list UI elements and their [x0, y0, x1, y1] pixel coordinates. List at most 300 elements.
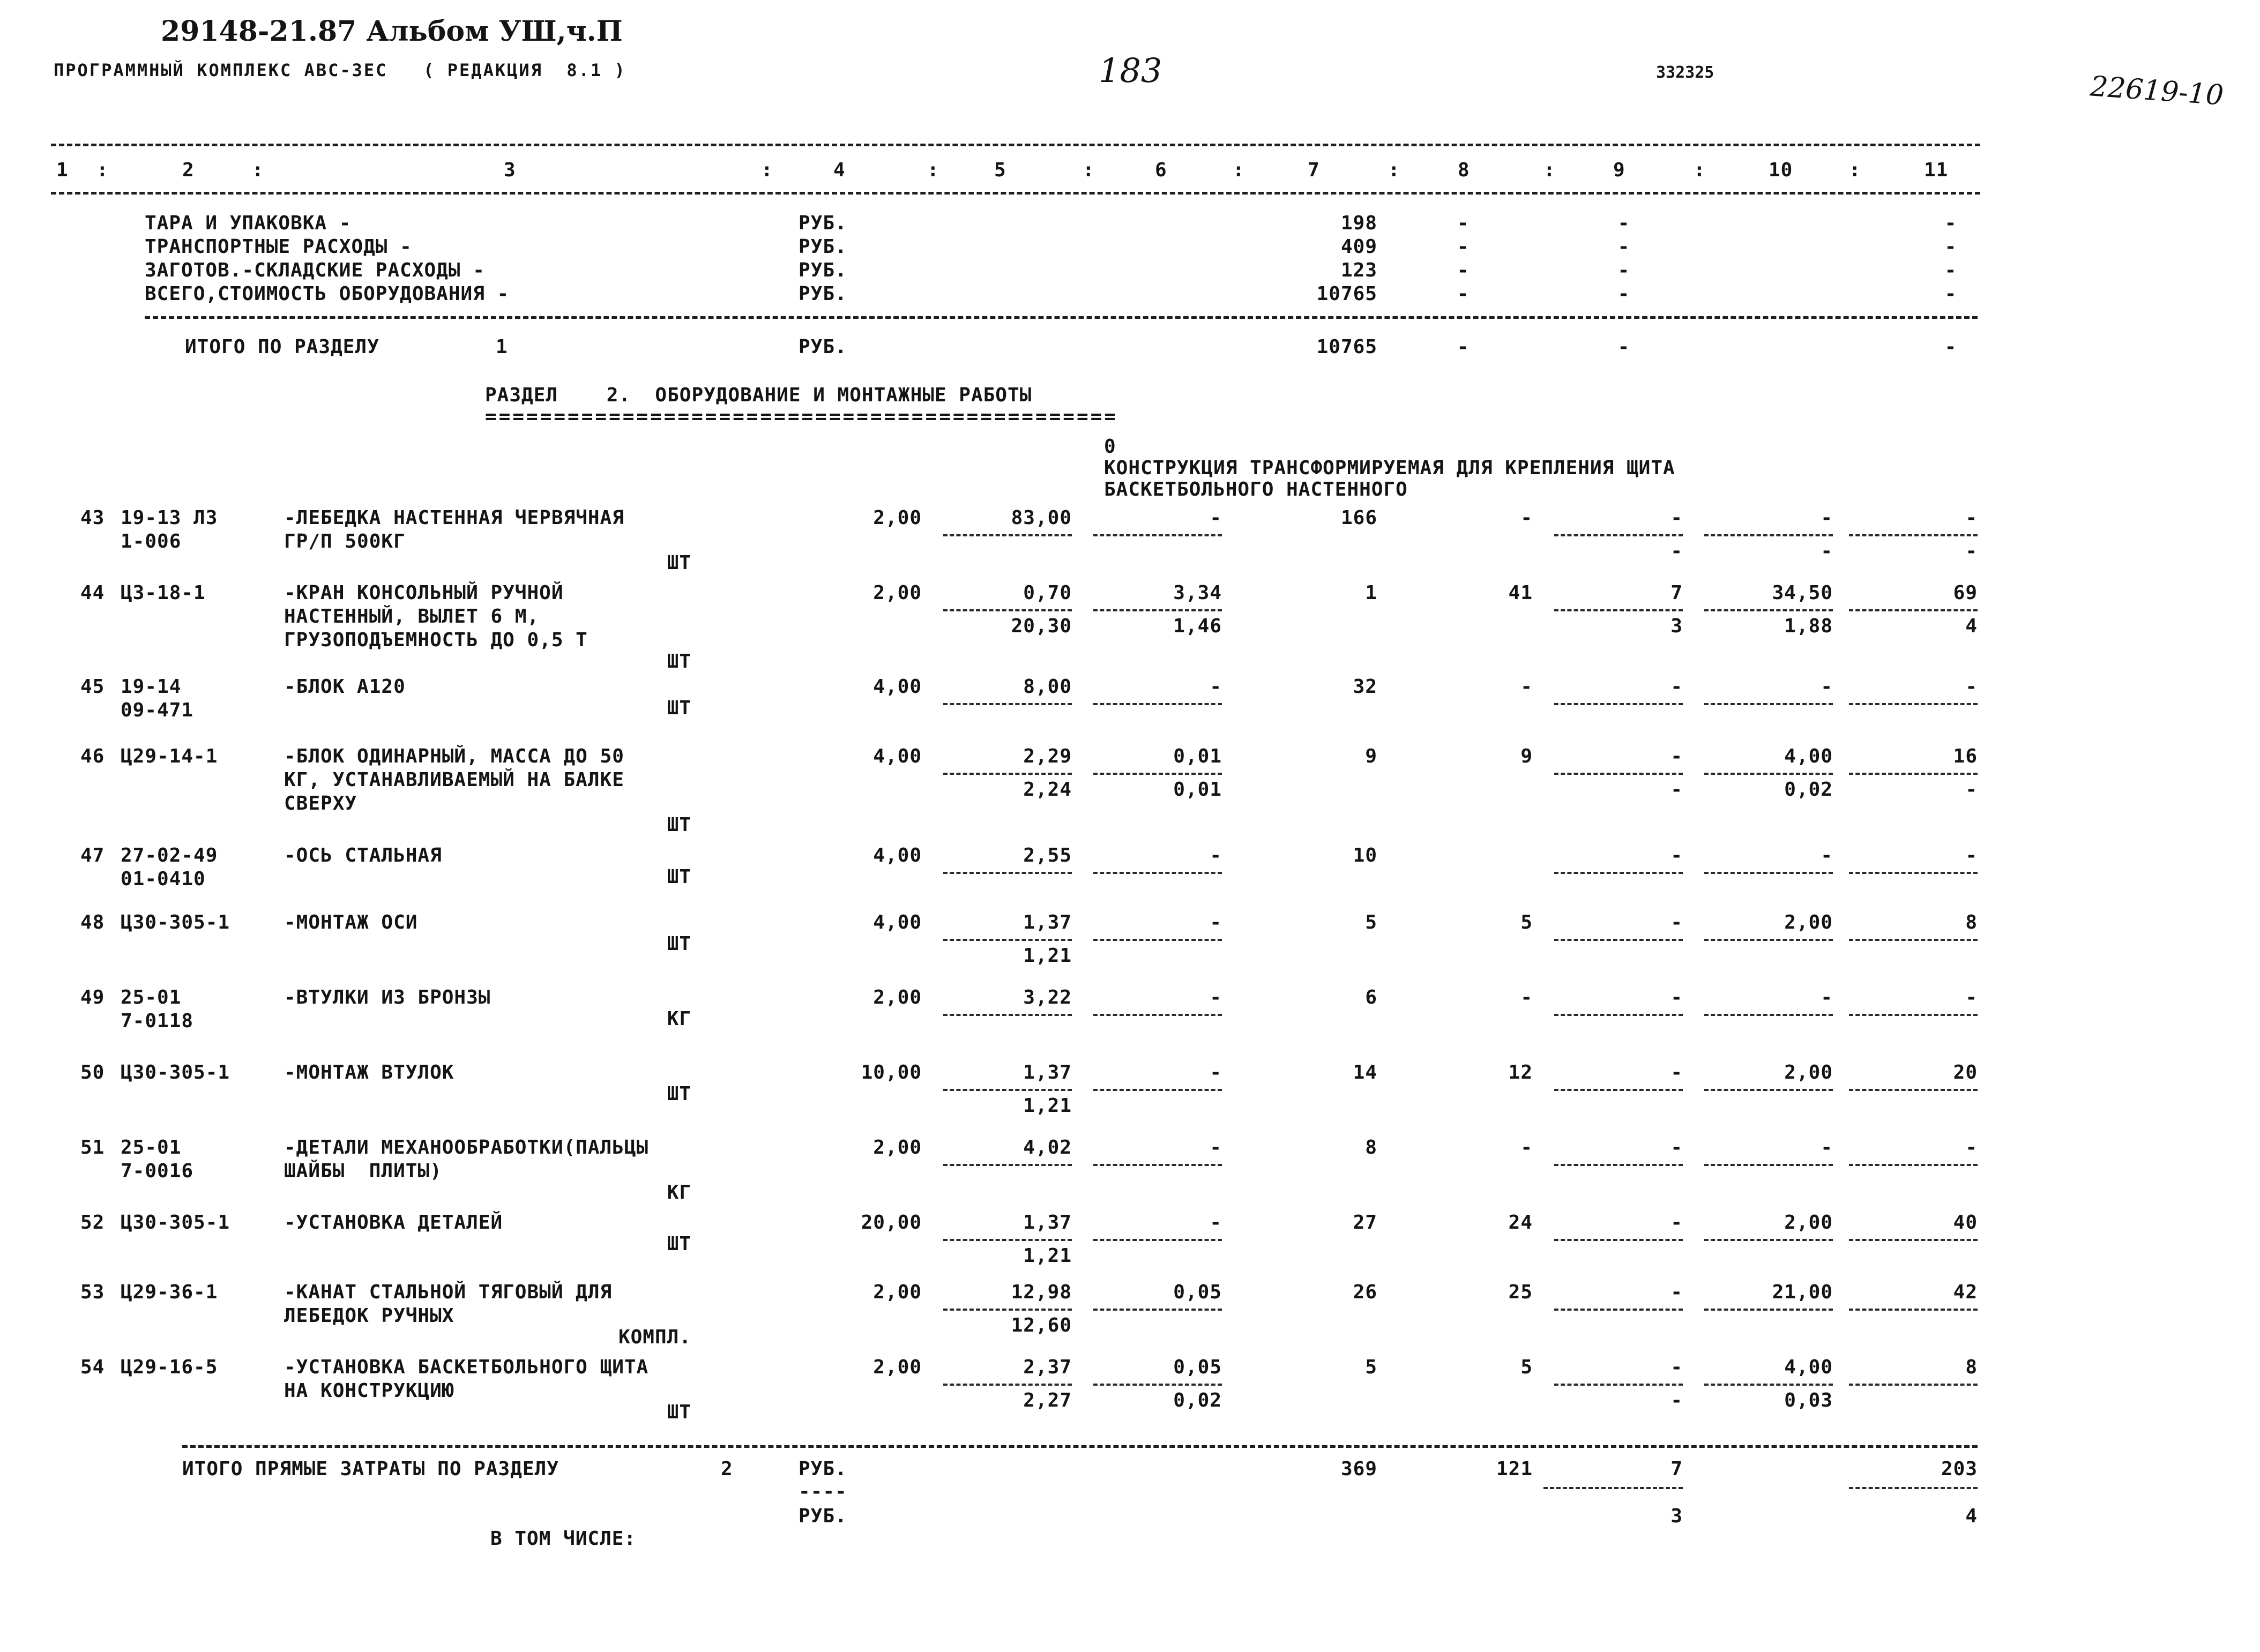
item-c10: 2,00 — [1784, 1062, 1833, 1083]
direct-costs-unit: РУБ. — [799, 1458, 847, 1480]
item-name-line: -КРАН КОНСОЛЬНЫЙ РУЧНОЙ — [284, 582, 564, 604]
item-c6: - — [1210, 1137, 1222, 1158]
item-name-line: -БЛОК ОДИНАРНЫЙ, МАССА ДО 50 — [284, 745, 624, 767]
item-name-line: -ДЕТАЛИ МЕХАНООБРАБОТКИ(ПАЛЬЦЫ — [284, 1137, 649, 1158]
cell-rule — [1704, 872, 1833, 874]
item-c5: 3,22 — [1023, 986, 1072, 1008]
item-unit: ШТ — [667, 697, 691, 719]
cell-rule — [1849, 609, 1978, 611]
item-name-line: СВЕРХУ — [284, 793, 357, 814]
including-label: В ТОМ ЧИСЛЕ: — [490, 1528, 637, 1550]
item-name-line: ШАЙБЫ ПЛИТЫ) — [284, 1160, 442, 1182]
item-c5: 1,37 — [1023, 911, 1072, 933]
item-quantity: 4,00 — [873, 911, 922, 933]
item-number: 44 — [80, 582, 105, 604]
item-c5: 1,37 — [1023, 1212, 1072, 1234]
cell-rule — [1849, 534, 1978, 536]
cell-rule — [1093, 1014, 1222, 1016]
item-c8: 12 — [1508, 1062, 1533, 1083]
item-c6: - — [1210, 911, 1222, 933]
item-c5: 0,70 — [1023, 582, 1072, 604]
item-c10: 4,00 — [1784, 1356, 1833, 1378]
cell-rule — [1093, 939, 1222, 941]
cell-rule — [943, 773, 1072, 775]
item-c6: 3,34 — [1173, 582, 1222, 604]
cell-rule — [1849, 939, 1978, 941]
item-c7: 5 — [1365, 911, 1377, 933]
item-c7: 5 — [1365, 1356, 1377, 1378]
cell-rule — [1704, 1239, 1833, 1241]
cell-rule — [1554, 939, 1683, 941]
album-reference: 29148-21.87 Альбом УШ,ч.П — [161, 15, 623, 48]
item-quantity: 2,00 — [873, 986, 922, 1008]
item-quantity: 2,00 — [873, 1356, 922, 1378]
item-number: 50 — [80, 1062, 105, 1083]
summary-c8: - — [1457, 212, 1470, 234]
cell-rule — [1554, 609, 1683, 611]
footer-rule — [182, 1445, 1978, 1448]
column-number-8: 8 — [1458, 159, 1470, 181]
item-c5-second: 20,30 — [1011, 615, 1072, 637]
item-unit: ШТ — [667, 651, 691, 672]
direct-costs-c7: 369 — [1340, 1458, 1377, 1480]
direct-costs-c8: 121 — [1496, 1458, 1533, 1480]
item-code: 19-14 — [121, 676, 182, 698]
item-c5-second: 12,60 — [1011, 1314, 1072, 1336]
column-number-11: 11 — [1924, 159, 1949, 181]
column-separator: : — [252, 159, 264, 181]
item-c8: - — [1520, 507, 1533, 529]
page-number: 183 — [1099, 51, 1162, 90]
item-name-line: ГР/П 500КГ — [284, 530, 406, 552]
section1-total-c11: - — [1944, 336, 1957, 358]
item-c11-second: 4 — [1965, 615, 1978, 637]
cell-rule — [1093, 1089, 1222, 1091]
item-number: 43 — [80, 507, 105, 529]
item-name-line: -ЛЕБЕДКА НАСТЕННАЯ ЧЕРВЯЧНАЯ — [284, 507, 624, 529]
item-c10-second: 1,88 — [1784, 615, 1833, 637]
item-code: Ц29-16-5 — [121, 1356, 218, 1378]
item-code: 19-13 Л3 — [121, 507, 218, 529]
cell-rule — [943, 703, 1072, 705]
item-code: 25-01 — [121, 986, 182, 1008]
item-c6: - — [1210, 1062, 1222, 1083]
item-c7: 9 — [1365, 745, 1377, 767]
item-c10: - — [1821, 507, 1833, 529]
summary-c7: 10765 — [1316, 283, 1377, 305]
item-name-line: -УСТАНОВКА БАСКЕТБОЛЬНОГО ЩИТА — [284, 1356, 649, 1378]
cell-rule — [1093, 609, 1222, 611]
cell-rule — [1849, 1309, 1978, 1311]
construction-title-line1: КОНСТРУКЦИЯ ТРАНСФОРМИРУЕМАЯ ДЛЯ КРЕПЛЕНИЯ ЩИТА — [1104, 457, 1675, 479]
item-unit: КГ — [667, 1008, 691, 1030]
item-unit: ШТ — [667, 814, 691, 836]
item-unit: КГ — [667, 1182, 691, 1204]
cell-rule — [943, 872, 1072, 874]
cell-rule — [943, 939, 1072, 941]
item-quantity: 4,00 — [873, 745, 922, 767]
item-c10: 4,00 — [1784, 745, 1833, 767]
cell-rule — [1849, 703, 1978, 705]
column-number-7: 7 — [1308, 159, 1320, 181]
item-number: 51 — [80, 1137, 105, 1158]
item-code: 27-02-49 — [121, 844, 218, 866]
item-c9: - — [1670, 911, 1683, 933]
section2-underline: ============================================== — [485, 406, 1118, 428]
item-name-line: -КАНАТ СТАЛЬНОЙ ТЯГОВЫЙ ДЛЯ — [284, 1281, 613, 1303]
section1-total-c7: 10765 — [1316, 336, 1377, 358]
item-c6: 0,01 — [1173, 745, 1222, 767]
cell-rule — [1554, 773, 1683, 775]
column-number-rule — [51, 192, 1980, 195]
column-number-4: 4 — [833, 159, 846, 181]
item-c11: - — [1965, 1137, 1978, 1158]
item-c5: 83,00 — [1011, 507, 1072, 529]
item-c8: - — [1520, 986, 1533, 1008]
cell-rule — [1704, 1089, 1833, 1091]
item-c10: 34,50 — [1772, 582, 1833, 604]
summary-c8: - — [1457, 236, 1470, 258]
cell-rule — [1849, 1239, 1978, 1241]
item-code-2: 7-0016 — [121, 1160, 194, 1182]
item-code: Ц29-14-1 — [121, 745, 218, 767]
item-quantity: 2,00 — [873, 1281, 922, 1303]
cell-rule — [1704, 1014, 1833, 1016]
item-c7: 32 — [1353, 676, 1377, 698]
item-c8: 24 — [1508, 1212, 1533, 1234]
item-c8: 9 — [1520, 745, 1533, 767]
direct-costs-label: ИТОГО ПРЯМЫЕ ЗАТРАТЫ ПО РАЗДЕЛУ — [182, 1458, 559, 1480]
cell-rule — [1554, 1384, 1683, 1386]
item-unit: КОМПЛ. — [618, 1326, 691, 1348]
item-c6: - — [1210, 1212, 1222, 1234]
column-number-5: 5 — [994, 159, 1006, 181]
cell-rule — [1554, 1309, 1683, 1311]
item-number: 45 — [80, 676, 105, 698]
item-name-line: НАСТЕННЫЙ, ВЫЛЕТ 6 М, — [284, 606, 540, 627]
cell-rule — [943, 1384, 1072, 1386]
item-name-line: -УСТАНОВКА ДЕТАЛЕЙ — [284, 1212, 503, 1234]
item-c8: - — [1520, 676, 1533, 698]
summary-unit: РУБ. — [799, 283, 847, 305]
item-name-line: -ВТУЛКИ ИЗ БРОНЗЫ — [284, 986, 491, 1008]
item-c5: 4,02 — [1023, 1137, 1072, 1158]
section1-total-c9: - — [1617, 336, 1630, 358]
cell-rule — [1093, 703, 1222, 705]
cell-rule — [1554, 872, 1683, 874]
summary-c8: - — [1457, 283, 1470, 305]
item-c5-second: 1,21 — [1023, 945, 1072, 967]
item-c5-second: 2,24 — [1023, 779, 1072, 801]
item-c9-second: - — [1670, 779, 1683, 801]
item-name-line: -БЛОК А120 — [284, 676, 406, 698]
summary-unit: РУБ. — [799, 236, 847, 258]
item-c8: 5 — [1520, 1356, 1533, 1378]
item-c5-second: 1,21 — [1023, 1095, 1072, 1117]
summary-unit: РУБ. — [799, 212, 847, 234]
direct-costs-c9-rule — [1543, 1487, 1683, 1489]
cell-rule — [1849, 773, 1978, 775]
item-name-line: НА КОНСТРУКЦИЮ — [284, 1380, 454, 1402]
item-code: Ц30-305-1 — [121, 1062, 230, 1083]
column-separator: : — [1694, 159, 1706, 181]
cell-rule — [1704, 1384, 1833, 1386]
summary-c7: 123 — [1340, 259, 1377, 281]
item-c6: - — [1210, 507, 1222, 529]
item-c9: - — [1670, 507, 1683, 529]
column-separator: : — [96, 159, 109, 181]
item-c9: - — [1670, 745, 1683, 767]
item-number: 46 — [80, 745, 105, 767]
item-c7: 27 — [1353, 1212, 1377, 1234]
item-c9-second: - — [1670, 1389, 1683, 1411]
column-number-1: 1 — [56, 159, 69, 181]
cell-rule — [943, 609, 1072, 611]
item-c11-second: - — [1965, 779, 1978, 801]
item-c9: - — [1670, 1062, 1683, 1083]
direct-costs-c9: 7 — [1670, 1458, 1683, 1480]
item-c5: 2,55 — [1023, 844, 1072, 866]
construction-title-line2: БАСКЕТБОЛЬНОГО НАСТЕННОГО — [1104, 479, 1408, 500]
column-separator: : — [1233, 159, 1245, 181]
item-c5: 2,37 — [1023, 1356, 1072, 1378]
item-c6: - — [1210, 676, 1222, 698]
cell-rule — [1554, 703, 1683, 705]
item-c10: - — [1821, 844, 1833, 866]
item-c5-second: 2,27 — [1023, 1389, 1072, 1411]
item-number: 47 — [80, 844, 105, 866]
item-c7: 1 — [1365, 582, 1377, 604]
cell-rule — [1704, 534, 1833, 536]
item-code: Ц30-305-1 — [121, 1212, 230, 1234]
item-quantity: 2,00 — [873, 582, 922, 604]
item-c11: - — [1965, 507, 1978, 529]
item-c5: 2,29 — [1023, 745, 1072, 767]
cell-rule — [943, 1164, 1072, 1166]
column-number-6: 6 — [1155, 159, 1167, 181]
item-unit: ШТ — [667, 552, 691, 574]
cell-rule — [943, 1309, 1072, 1311]
item-quantity: 4,00 — [873, 844, 922, 866]
cell-rule — [1849, 1014, 1978, 1016]
item-name-line: ЛЕБЕДОК РУЧНЫХ — [284, 1305, 454, 1327]
item-c11: - — [1965, 676, 1978, 698]
item-c11: 40 — [1953, 1212, 1978, 1234]
cell-rule — [1093, 1164, 1222, 1166]
item-c6-second: 0,01 — [1173, 779, 1222, 801]
item-name-line: -ОСЬ СТАЛЬНАЯ — [284, 844, 442, 866]
summary-name: ТРАНСПОРТНЫЕ РАСХОДЫ - — [145, 236, 412, 258]
item-c9-second: - — [1670, 540, 1683, 562]
item-c8: 25 — [1508, 1281, 1533, 1303]
direct-costs-c11-rule — [1849, 1487, 1978, 1489]
item-c7: 10 — [1353, 844, 1377, 866]
item-name-line: -МОНТАЖ ВТУЛОК — [284, 1062, 454, 1083]
summary-rule — [145, 316, 1978, 319]
item-c10-second: - — [1821, 540, 1833, 562]
direct-costs-c11: 203 — [1941, 1458, 1978, 1480]
item-c10: - — [1821, 986, 1833, 1008]
item-unit: ШТ — [667, 1401, 691, 1423]
direct-costs-unit-2: РУБ. — [799, 1505, 847, 1527]
cell-rule — [1093, 1384, 1222, 1386]
cell-rule — [1704, 773, 1833, 775]
cell-rule — [1093, 1309, 1222, 1311]
item-c6: - — [1210, 844, 1222, 866]
item-c9: - — [1670, 1212, 1683, 1234]
cell-rule — [943, 1014, 1072, 1016]
item-c5-second: 1,21 — [1023, 1245, 1072, 1267]
summary-unit: РУБ. — [799, 259, 847, 281]
direct-costs-section-number: 2 — [721, 1458, 733, 1480]
item-quantity: 10,00 — [861, 1062, 922, 1083]
item-c8: 41 — [1508, 582, 1533, 604]
item-unit: ШТ — [667, 933, 691, 955]
cell-rule — [1704, 703, 1833, 705]
item-c7: 166 — [1340, 507, 1377, 529]
item-c11-second: - — [1965, 540, 1978, 562]
item-code-2: 01-0410 — [121, 868, 206, 890]
column-separator: : — [1083, 159, 1095, 181]
item-quantity: 2,00 — [873, 1137, 922, 1158]
item-c5: 8,00 — [1023, 676, 1072, 698]
item-c10-second: 0,03 — [1784, 1389, 1833, 1411]
item-c11: - — [1965, 844, 1978, 866]
item-c10: 2,00 — [1784, 911, 1833, 933]
item-c11: 69 — [1953, 582, 1978, 604]
item-c9: - — [1670, 986, 1683, 1008]
item-code-2: 7-0118 — [121, 1010, 194, 1032]
item-quantity: 2,00 — [873, 507, 922, 529]
handwritten-stamp: 22619-10 — [2089, 70, 2225, 112]
cell-rule — [1554, 1014, 1683, 1016]
item-c5: 12,98 — [1011, 1281, 1072, 1303]
summary-name: ВСЕГО,СТОИМОСТЬ ОБОРУДОВАНИЯ - — [145, 283, 510, 305]
cell-rule — [1849, 872, 1978, 874]
summary-c9: - — [1617, 283, 1630, 305]
item-c9: - — [1670, 676, 1683, 698]
item-c6-second: 0,02 — [1173, 1389, 1222, 1411]
item-c9-second: 3 — [1670, 615, 1683, 637]
item-number: 53 — [80, 1281, 105, 1303]
item-c9: - — [1670, 1137, 1683, 1158]
item-c11: 42 — [1953, 1281, 1978, 1303]
item-c8: - — [1520, 1137, 1533, 1158]
item-unit: ШТ — [667, 1083, 691, 1105]
item-code: Ц3-18-1 — [121, 582, 206, 604]
column-number-9: 9 — [1613, 159, 1625, 181]
item-c7: 26 — [1353, 1281, 1377, 1303]
summary-c9: - — [1617, 212, 1630, 234]
cell-rule — [1554, 534, 1683, 536]
item-number: 48 — [80, 911, 105, 933]
column-separator: : — [1849, 159, 1861, 181]
item-c6: 0,05 — [1173, 1281, 1222, 1303]
item-code: Ц30-305-1 — [121, 911, 230, 933]
section1-total-number: 1 — [496, 336, 508, 358]
item-c7: 6 — [1365, 986, 1377, 1008]
summary-c8: - — [1457, 259, 1470, 281]
summary-c9: - — [1617, 259, 1630, 281]
cell-rule — [1849, 1089, 1978, 1091]
item-code-2: 09-471 — [121, 699, 194, 721]
item-name-line: ГРУЗОПОДЪЕМНОСТЬ ДО 0,5 Т — [284, 629, 588, 651]
cell-rule — [1704, 609, 1833, 611]
item-number: 54 — [80, 1356, 105, 1378]
item-code-2: 1-006 — [121, 530, 182, 552]
item-code: Ц29-36-1 — [121, 1281, 218, 1303]
item-number: 49 — [80, 986, 105, 1008]
column-number-10: 10 — [1769, 159, 1793, 181]
cell-rule — [1093, 1239, 1222, 1241]
item-c11: 8 — [1965, 911, 1978, 933]
item-c10: 2,00 — [1784, 1212, 1833, 1234]
cell-rule — [1093, 534, 1222, 536]
item-unit: ШТ — [667, 866, 691, 888]
item-c10-second: 0,02 — [1784, 779, 1833, 801]
summary-c11: - — [1944, 236, 1957, 258]
item-code: 25-01 — [121, 1137, 182, 1158]
item-name-line: КГ, УСТАНАВЛИВАЕМЫЙ НА БАЛКЕ — [284, 769, 624, 791]
document-code: 332325 — [1656, 63, 1714, 82]
cell-rule — [1849, 1384, 1978, 1386]
item-c7: 14 — [1353, 1062, 1377, 1083]
cell-rule — [1704, 1164, 1833, 1166]
cell-rule — [1704, 1309, 1833, 1311]
summary-name: ТАРА И УПАКОВКА - — [145, 212, 352, 234]
item-c5: 1,37 — [1023, 1062, 1072, 1083]
summary-c11: - — [1944, 259, 1957, 281]
item-c11: - — [1965, 986, 1978, 1008]
item-c7: 8 — [1365, 1137, 1377, 1158]
item-c9: - — [1670, 1281, 1683, 1303]
summary-c9: - — [1617, 236, 1630, 258]
item-c10: - — [1821, 1137, 1833, 1158]
item-c9: 7 — [1670, 582, 1683, 604]
summary-c7: 409 — [1340, 236, 1377, 258]
cell-rule — [943, 534, 1072, 536]
item-c11: 20 — [1953, 1062, 1978, 1083]
top-rule — [51, 144, 1980, 146]
summary-c7: 198 — [1340, 212, 1377, 234]
item-unit: ШТ — [667, 1233, 691, 1255]
direct-costs-c11b: 4 — [1965, 1505, 1978, 1527]
section2-title: РАЗДЕЛ 2. ОБОРУДОВАНИЕ И МОНТАЖНЫЕ РАБОТЫ — [485, 384, 1032, 406]
section1-total-c8: - — [1457, 336, 1470, 358]
summary-name: ЗАГОТОВ.-СКЛАДСКИЕ РАСХОДЫ - — [145, 259, 485, 281]
cell-rule — [1554, 1089, 1683, 1091]
column-number-3: 3 — [504, 159, 516, 181]
cell-rule — [943, 1239, 1072, 1241]
item-c9: - — [1670, 844, 1683, 866]
cell-rule — [1849, 1164, 1978, 1166]
section1-total-label: ИТОГО ПО РАЗДЕЛУ — [185, 336, 379, 358]
cell-rule — [1093, 872, 1222, 874]
item-c8: 5 — [1520, 911, 1533, 933]
item-number: 52 — [80, 1212, 105, 1234]
column-separator: : — [1388, 159, 1400, 181]
cell-rule — [1093, 773, 1222, 775]
item-c6-second: 1,46 — [1173, 615, 1222, 637]
item-c6: 0,05 — [1173, 1356, 1222, 1378]
direct-costs-c9b: 3 — [1670, 1505, 1683, 1527]
section-marker: 0 — [1104, 436, 1116, 458]
item-c11: 8 — [1965, 1356, 1978, 1378]
item-c10: 21,00 — [1772, 1281, 1833, 1303]
column-number-2: 2 — [182, 159, 195, 181]
item-c11: 16 — [1953, 745, 1978, 767]
item-quantity: 4,00 — [873, 676, 922, 698]
